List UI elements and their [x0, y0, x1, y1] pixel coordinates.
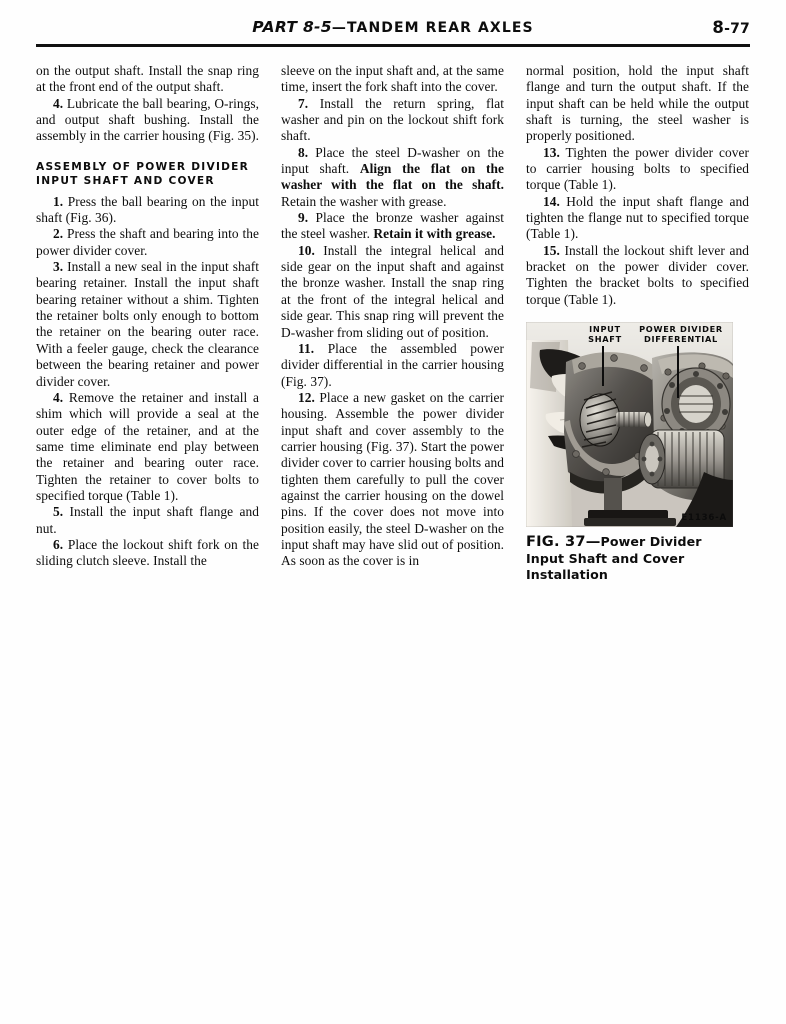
step-number: 2. [53, 226, 64, 242]
step-item [36, 194, 259, 227]
step-number: 11. [298, 340, 315, 356]
callout-input-shaft-line2: SHAFT [588, 334, 622, 345]
step-item [36, 537, 259, 570]
figure-caption-text: Power Divider Input Shaft and Cover Installation [526, 534, 702, 583]
step-text: Place the bronze washer against the steel washer. [281, 210, 504, 242]
step-text: Install the lockout shift lever and bracket on the power divider cover. Tighten the bracket bolts to specified torque (Table 1). [526, 242, 749, 307]
folio-minor: -77 [724, 21, 750, 37]
step-text: Press the ball bearing on the input shaft (Fig. 36). [36, 193, 259, 226]
step-number: 12. [298, 389, 315, 405]
body-columns [36, 63, 750, 584]
step-number: 4. [53, 389, 64, 405]
section-heading-line2: INPUT SHAFT AND COVER [36, 174, 215, 187]
column-3 [526, 63, 749, 584]
step-number: 8. [298, 144, 309, 160]
step-number: 10. [298, 242, 315, 258]
step-item [526, 145, 749, 194]
figure-photo-code: E1136-A [681, 513, 727, 524]
paragraph: on the output shaft. Install the snap ring at the front end of the output shaft. [36, 63, 259, 95]
step-number: 15. [543, 242, 560, 258]
step-number: 6. [53, 536, 64, 552]
callout-pdd-line1: POWER DIVIDER [639, 324, 723, 335]
step-item [281, 390, 504, 570]
leader-line-power-divider-differential [677, 346, 679, 398]
step-text: Install the return spring, flat washer and pin on the lockout shift fork shaft. [281, 95, 504, 144]
power-divider-photo-illustration [526, 322, 733, 527]
step-text: Press the shaft and bearing into the power divider cover. [36, 226, 259, 258]
step-text: Place a new gasket on the carrier housing. Assemble the power divider input shaft and cover assembly to the carrier housing (Fig. 37). Start the power divider cover to carrier housing bolts and tighten them carefully to pull the cover against the carrier housing on the dowel pins. If the cover does not move into position easily, the steel D-washer on the input shaft may have slid out of position. As soon as the cover is in [281, 389, 505, 569]
step-item [281, 96, 504, 145]
step-emphasis: Align the flat on the washer with the flat on the shaft. [281, 161, 504, 193]
step-text: Install a new seal in the input shaft bearing retainer. Install the input shaft bearing retainer without a shim. Tighten the retainer bolts only enough to bottom the retainer on the bearing outer race. With a feeler gauge, check the clearance between the bearing retainer and power divider cover. [36, 259, 259, 389]
part-label: PART 8-5 [252, 18, 332, 36]
step-item [36, 504, 259, 537]
folio [712, 18, 750, 37]
figure-caption [526, 534, 738, 584]
paragraph: sleeve on the input shaft and, at the same time, insert the fork shaft into the cover. [281, 63, 504, 95]
step-text: Lubricate the ball bearing, O-rings, and output shaft bushing. Install the assembly in the carrier housing (Fig. 35). [36, 95, 259, 144]
step-text: Place the steel D-washer on the input shaft. [281, 144, 504, 177]
folio-major: 8 [712, 18, 725, 37]
step-item [36, 259, 259, 390]
section-heading [36, 160, 259, 188]
step-text: Place the lockout shift fork on the sliding clutch sleeve. Install the [36, 536, 259, 569]
figure-photo [526, 322, 733, 527]
callout-input-shaft [576, 324, 634, 344]
step-text: Remove the retainer and install a shim which will provide a seal at the outer edge of the retainer, and at the same time eliminate end play between the retainer and bearing outer race. Tighten the retainer to cover bolts to specified torque (Table 1). [36, 389, 259, 503]
step-item [526, 243, 749, 308]
step-number: 7. [298, 95, 309, 111]
leader-line-input-shaft [602, 346, 604, 386]
step-item [36, 96, 259, 145]
step-text: Tighten the power divider cover to carrier housing bolts to specified torque (Table 1). [526, 144, 749, 193]
header-rule [36, 44, 750, 47]
step-item [36, 226, 259, 259]
running-head [36, 18, 750, 44]
column-2 [281, 63, 504, 584]
step-item [281, 341, 504, 390]
section-heading-line1: ASSEMBLY OF POWER DIVIDER [36, 160, 250, 173]
page-title [252, 18, 533, 36]
callout-pdd-line2: DIFFERENTIAL [644, 334, 718, 345]
callout-power-divider-differential [634, 324, 728, 344]
step-text: Install the input shaft flange and nut. [36, 504, 259, 536]
step-text-tail: Retain the washer with grease. [281, 193, 447, 209]
section-title: TANDEM REAR AXLES [346, 20, 534, 36]
column-1 [36, 63, 259, 584]
step-item [36, 390, 259, 504]
step-emphasis: Retain it with grease. [373, 226, 496, 242]
step-item [281, 243, 504, 341]
step-text: Hold the input shaft flange and tighten the flange nut to specified torque (Table 1). [526, 193, 749, 242]
figure-number: FIG. 37— [526, 533, 601, 551]
figure-37 [526, 322, 733, 584]
step-item [526, 194, 749, 243]
step-item [281, 210, 504, 243]
step-text: Install the integral helical and side gear on the input shaft and against the bronze washer. Install the snap ring at the front of the integral helical and side gear. This snap ring will prevent the D-washer from sliding out of position. [281, 242, 504, 340]
title-dash: — [331, 20, 347, 36]
step-number: 1. [53, 193, 64, 209]
step-number: 13. [543, 144, 560, 160]
step-number: 3. [53, 259, 64, 275]
paragraph: normal position, hold the input shaft flange and turn the output shaft. If the input shaft can be held while the output shaft is turning, the steel washer is properly positioned. [526, 63, 749, 144]
callout-input-shaft-line1: INPUT [589, 324, 621, 335]
step-item [281, 145, 504, 210]
step-text: Place the assembled power divider differential in the carrier housing (Fig. 37). [281, 340, 504, 389]
step-number: 14. [543, 193, 560, 209]
step-number: 9. [298, 210, 309, 226]
step-number: 4. [53, 95, 64, 111]
step-number: 5. [53, 504, 64, 520]
